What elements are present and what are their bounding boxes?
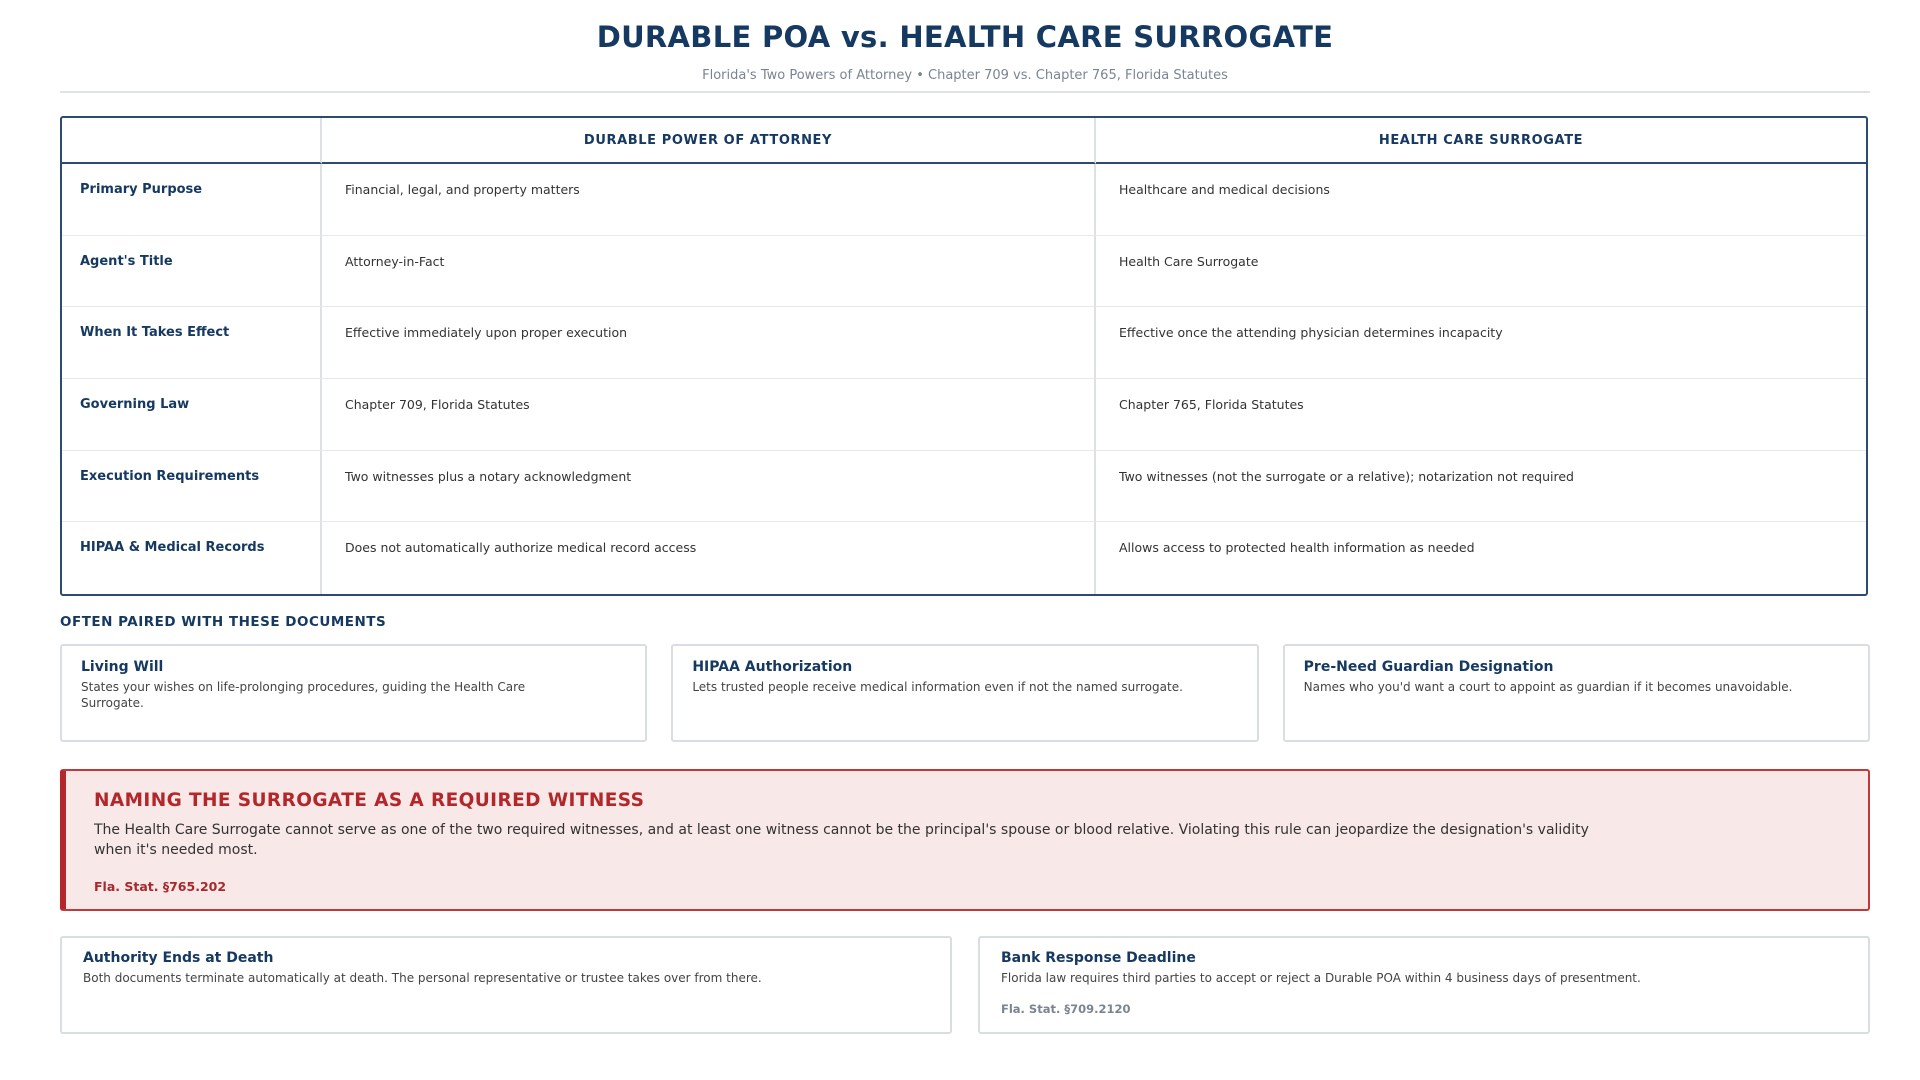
card-title: Pre-Need Guardian Designation [1303,659,1554,675]
card-text: States your wishes on life-prolonging procedures, guiding the Health Care Surrogate. [81,680,526,710]
row-label-primary-purpose: Primary Purpose [62,164,322,236]
cell-hcs-execution-requirements: Two witnesses (not the surrogate or a relative); notarization not required [1096,451,1866,523]
cell-poa-execution-requirements: Two witnesses plus a notary acknowledgment [322,451,1096,523]
header-divider [60,91,1870,93]
note-card-authority-ends [60,936,952,1034]
paired-documents [60,644,1870,742]
page-subtitle: Florida's Two Powers of Attorney • Chapter 709 vs. Chapter 765, Florida Statutes [702,68,1228,83]
cell-poa-hipaa: Does not automatically authorize medical record access [322,522,1096,594]
card-title: Authority Ends at Death [83,950,274,966]
table-header-blank [62,118,322,164]
row-label-agents-title: Agent's Title [62,236,322,308]
row-label-when-effective: When It Takes Effect [62,307,322,379]
cell-poa-agents-title: Attorney-in-Fact [322,236,1096,308]
card-text: Both documents terminate automatically at death. The personal representative or trustee takes over from there. [83,971,762,985]
page-header [60,0,1870,84]
card-text: Florida law requires third parties to accept or reject a Durable POA within 4 business days of presentment. [1001,971,1641,985]
table-header-poa: DURABLE POWER OF ATTORNEY [322,118,1096,164]
cell-poa-when-effective: Effective immediately upon proper execution [322,307,1096,379]
cell-hcs-governing-law: Chapter 765, Florida Statutes [1096,379,1866,451]
cell-hcs-primary-purpose: Healthcare and medical decisions [1096,164,1866,236]
card-text: Lets trusted people receive medical information even if not the named surrogate. [692,680,1183,694]
card-citation: Fla. Stat. §709.2120 [1001,1002,1131,1016]
paired-card-hipaa-authorization [671,644,1258,742]
page-title: DURABLE POA vs. HEALTH CARE SURROGATE [596,20,1334,54]
warning-citation: Fla. Stat. §765.202 [94,879,227,894]
warning-callout [60,769,1870,911]
row-label-hipaa: HIPAA & Medical Records [62,522,322,594]
paired-card-living-will [60,644,647,742]
row-label-governing-law: Governing Law [62,379,322,451]
card-text: Names who you'd want a court to appoint as guardian if it becomes unavoidable. [1303,680,1793,694]
warning-title: NAMING THE SURROGATE AS A REQUIRED WITNESS [94,790,645,811]
row-label-execution-requirements: Execution Requirements [62,451,322,523]
card-title: Living Will [81,659,164,675]
cell-poa-primary-purpose: Financial, legal, and property matters [322,164,1096,236]
warning-text: The Health Care Surrogate cannot serve as one of the two required witnesses, and at least one witness cannot be the principal's spouse or blood relative. Violating this rule can jeopardize the designation's validity when it's needed most. [94,822,1589,858]
paired-documents-heading: OFTEN PAIRED WITH THESE DOCUMENTS [60,614,387,630]
cell-hcs-when-effective: Effective once the attending physician determines incapacity [1096,307,1866,379]
table-header-hcs: HEALTH CARE SURROGATE [1096,118,1866,164]
note-card-bank-deadline [978,936,1870,1034]
cell-poa-governing-law: Chapter 709, Florida Statutes [322,379,1096,451]
bottom-notes [60,936,1870,1034]
cell-hcs-agents-title: Health Care Surrogate [1096,236,1866,308]
paired-card-guardian-designation [1283,644,1870,742]
cell-hcs-hipaa: Allows access to protected health information as needed [1119,540,1475,556]
card-title: HIPAA Authorization [692,659,853,675]
card-title: Bank Response Deadline [1001,950,1196,966]
comparison-table [60,116,1868,596]
